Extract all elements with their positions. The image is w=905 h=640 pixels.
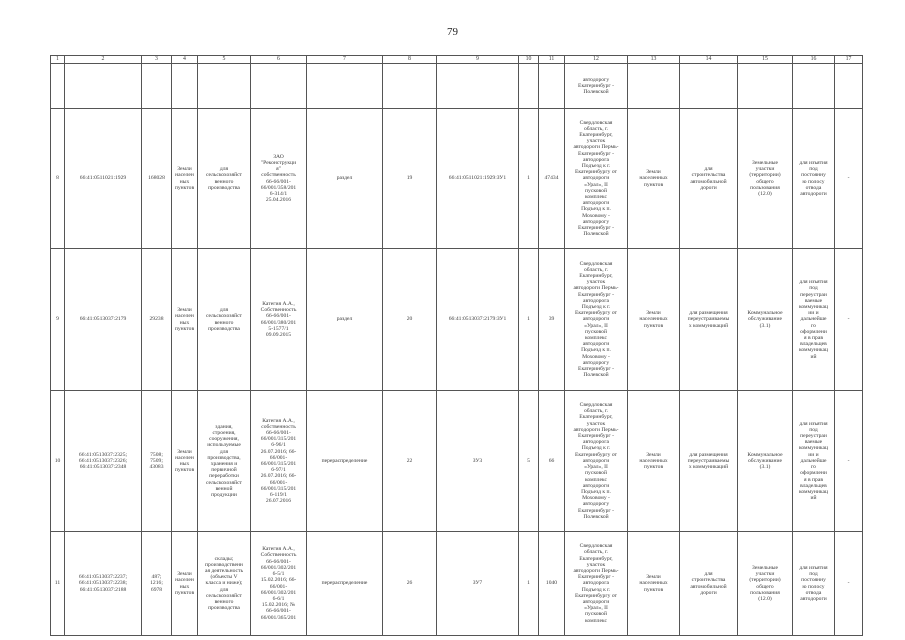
column-number-row — [51, 56, 863, 64]
column-number-1: 1 — [51, 56, 65, 64]
column-number-10: 10 — [519, 56, 539, 64]
table-cell-col-2 — [65, 64, 142, 109]
table-cell-col-4: Земли населен ных пунктов — [172, 109, 198, 249]
table-cell-col-5: здания, строения, сооружения, используемые для производства, хранения и первичной переработки сельскохозяйст венной продукции — [198, 391, 251, 532]
column-number-6: 6 — [251, 56, 307, 64]
table-cell-col-9 — [437, 64, 519, 109]
table-cell-col-16: для изъятия под переустраи ваемые коммуникац ии и дальнейше го оформлени я в прав владельцев коммуникац ий — [793, 249, 835, 391]
land-plots-table — [50, 55, 863, 636]
table-cell-col-3: 29238 — [142, 249, 172, 391]
table-row — [51, 532, 863, 636]
table-cell-col-13: Земли населенных пунктов — [628, 391, 680, 532]
table-cell-col-11: 66 — [539, 391, 565, 532]
table-cell-col-8: 26 — [383, 532, 437, 636]
table-cell-col-4: Земли населен ных пунктов — [172, 532, 198, 636]
table-cell-col-2: 66:41:0511021:1929 — [65, 109, 142, 249]
table-cell-col-12: Свердловская область, г. Екатеринбург, участок автодороги Пермь- Екатеринбург - автодорога Подъезд к г. Екатеринбургу от автодороги «Урал», II пусковой комплекс — [565, 532, 628, 636]
column-number-9: 9 — [437, 56, 519, 64]
table-cell-col-7: раздел — [307, 109, 383, 249]
table-cell-col-15: Земельные участки (территории) общего пользования (12.0) — [738, 532, 793, 636]
table-cell-col-16 — [793, 64, 835, 109]
table-cell-col-5: для сельскохозяйст венного производства — [198, 249, 251, 391]
table-cell-col-3 — [142, 64, 172, 109]
table-cell-col-17: - — [835, 532, 863, 636]
table-cell-col-14 — [680, 64, 738, 109]
table-cell-col-17: - — [835, 109, 863, 249]
table-cell-col-13: Земли населенных пунктов — [628, 532, 680, 636]
table-cell-col-16: для изъятия под постоянну ю полосу отвода автодороги — [793, 532, 835, 636]
page-number: 79 — [447, 26, 458, 38]
table-cell-col-2: 66:41:0513037:2325; 66:41:0513037:2326; 66:41:0513037:2348 — [65, 391, 142, 532]
column-number-14: 14 — [680, 56, 738, 64]
table-cell-col-10: 5 — [519, 391, 539, 532]
table-cell-col-2: 66:41:0513037:2237; 66:41:0513037:2238; 66:41:0513037:2188 — [65, 532, 142, 636]
table-cell-col-16: для изъятия под переустраи ваемые коммуникац ии и дальнейше го оформлени я в прав владельцев коммуникац ий — [793, 391, 835, 532]
table-cell-col-10 — [519, 64, 539, 109]
table-cell-col-11: 47434 — [539, 109, 565, 249]
table-cell-col-6: Категия А.А., собственность 66-66/001- 66/001/315/201 6-96/1 26.07.2016; 66- 66/001- 66/001/315/201 6-97/1 26.07.2016; 66- 66/001- 66/001/315/201 6-119/1 26.07.2016 — [251, 391, 307, 532]
column-number-16: 16 — [793, 56, 835, 64]
table-cell-col-17 — [835, 64, 863, 109]
table-cell-col-8: 22 — [383, 391, 437, 532]
table-cell-col-17: - — [835, 391, 863, 532]
table-cell-col-1: 9 — [51, 249, 65, 391]
table-cell-col-10: 1 — [519, 109, 539, 249]
table-cell-col-5: для сельскохозяйст венного производства — [198, 109, 251, 249]
table-cell-col-4: Земли населен ных пунктов — [172, 391, 198, 532]
table-row — [51, 249, 863, 391]
column-number-4: 4 — [172, 56, 198, 64]
table-cell-col-9: ЗУ3 — [437, 391, 519, 532]
table-cell-col-3: 7508; 7509; 43083 — [142, 391, 172, 532]
table-cell-col-8 — [383, 64, 437, 109]
table-cell-col-13: Земли населенных пунктов — [628, 249, 680, 391]
table-cell-col-1: 8 — [51, 109, 65, 249]
table-cell-col-1: 11 — [51, 532, 65, 636]
table-cell-col-9: 66:41:0513037:2179:ЗУ1 — [437, 249, 519, 391]
table-cell-col-9: 66:41:0511021:1929:ЗУ1 — [437, 109, 519, 249]
column-number-13: 13 — [628, 56, 680, 64]
table-cell-col-13: Земли населенных пунктов — [628, 109, 680, 249]
table-cell-col-6: ЗАО "Реконструкци я" собственность 66-66/001- 66/001/358/201 6-314/1 25.04.2016 — [251, 109, 307, 249]
column-number-17: 17 — [835, 56, 863, 64]
column-number-3: 3 — [142, 56, 172, 64]
column-number-8: 8 — [383, 56, 437, 64]
table-cell-col-10: 1 — [519, 532, 539, 636]
table-cell-col-11 — [539, 64, 565, 109]
table-cell-col-7: перераспределение — [307, 532, 383, 636]
table-cell-col-7: перераспределение — [307, 391, 383, 532]
table-cell-col-15: Коммунальное обслуживание (3.1) — [738, 391, 793, 532]
table-cell-col-3: 168028 — [142, 109, 172, 249]
column-number-2: 2 — [65, 56, 142, 64]
column-number-7: 7 — [307, 56, 383, 64]
table-cell-col-12: Свердловская область, г. Екатеринбург, участок автодороги Пермь- Екатеринбург - автодорога Подъезд к г. Екатеринбургу от автодороги «Урал», II пусковой комплекс автодороги Подъезд к п. Моховому - автодорогу Екатеринбург - Полевской — [565, 249, 628, 391]
table-cell-col-9: ЗУ7 — [437, 532, 519, 636]
table-cell-col-12: автодорогу Екатеринбург - Полевской — [565, 64, 628, 109]
table-cell-col-6 — [251, 64, 307, 109]
table-cell-col-14: для размещения переустраиваемы х коммуникаций — [680, 249, 738, 391]
table-cell-col-15: Коммунальное обслуживание (3.1) — [738, 249, 793, 391]
table-cell-col-14: для строительства автомобильной дороги — [680, 109, 738, 249]
table-cell-col-7: раздел — [307, 249, 383, 391]
table-cell-col-2: 66:41:0513037:2179 — [65, 249, 142, 391]
table-cell-col-6: Категия А.А., Собственность 66-66/001- 66/001/302/201 6-5/1 15.02.2016; 66- 66/001- 66/001/302/201 6-6/1 15.02.2016; № 66-66/001- 66/001/365/201 — [251, 532, 307, 636]
table-cell-col-16: для изъятия под постоянну ю полосу отвода автодороги — [793, 109, 835, 249]
table-cell-col-10: 1 — [519, 249, 539, 391]
table-cell-col-1: 10 — [51, 391, 65, 532]
table-cell-col-5 — [198, 64, 251, 109]
table-cell-col-15 — [738, 64, 793, 109]
table-cell-col-12: Свердловская область, г. Екатеринбург, участок автодороги Пермь- Екатеринбург - автодорога Подъезд к г. Екатеринбургу от автодороги «Урал», II пусковой комплекс автодороги Подъезд к п. Моховому - автодорогу Екатеринбург - Полевской — [565, 109, 628, 249]
table-cell-col-14: для размещения переустраиваемы х коммуникаций — [680, 391, 738, 532]
table-cell-col-3: 487; 1216; 6978 — [142, 532, 172, 636]
table-row — [51, 109, 863, 249]
table-cell-col-13 — [628, 64, 680, 109]
table-cell-col-11: 1040 — [539, 532, 565, 636]
table-cell-col-12: Свердловская область, г. Екатеринбург, участок автодороги Пермь- Екатеринбург - автодорога Подъезд к г. Екатеринбургу от автодороги «Урал», II пусковой комплекс автодороги Подъезд к п. Моховому - автодорогу Екатеринбург - Полевской — [565, 391, 628, 532]
table-cell-col-4 — [172, 64, 198, 109]
table-cell-col-14: для строительства автомобильной дороги — [680, 532, 738, 636]
table-cell-col-4: Земли населен ных пунктов — [172, 249, 198, 391]
column-number-5: 5 — [198, 56, 251, 64]
column-number-15: 15 — [738, 56, 793, 64]
table-cell-col-15: Земельные участки (территории) общего пользования (12.0) — [738, 109, 793, 249]
table-cell-col-8: 19 — [383, 109, 437, 249]
table-cell-col-8: 20 — [383, 249, 437, 391]
column-number-12: 12 — [565, 56, 628, 64]
table-cell-col-11: 39 — [539, 249, 565, 391]
table-cell-col-1 — [51, 64, 65, 109]
table-cell-col-6: Категия А.А., Собственность 66-66/001- 66/001/380/201 5-1577/1 09.09.2015 — [251, 249, 307, 391]
table-row — [51, 391, 863, 532]
table-cell-col-5: склады; производственн ая деятельность (объекты V класса и ниже); для сельскохозяйст венного производства — [198, 532, 251, 636]
table-row — [51, 64, 863, 109]
table-cell-col-7 — [307, 64, 383, 109]
table-cell-col-17: - — [835, 249, 863, 391]
column-number-11: 11 — [539, 56, 565, 64]
